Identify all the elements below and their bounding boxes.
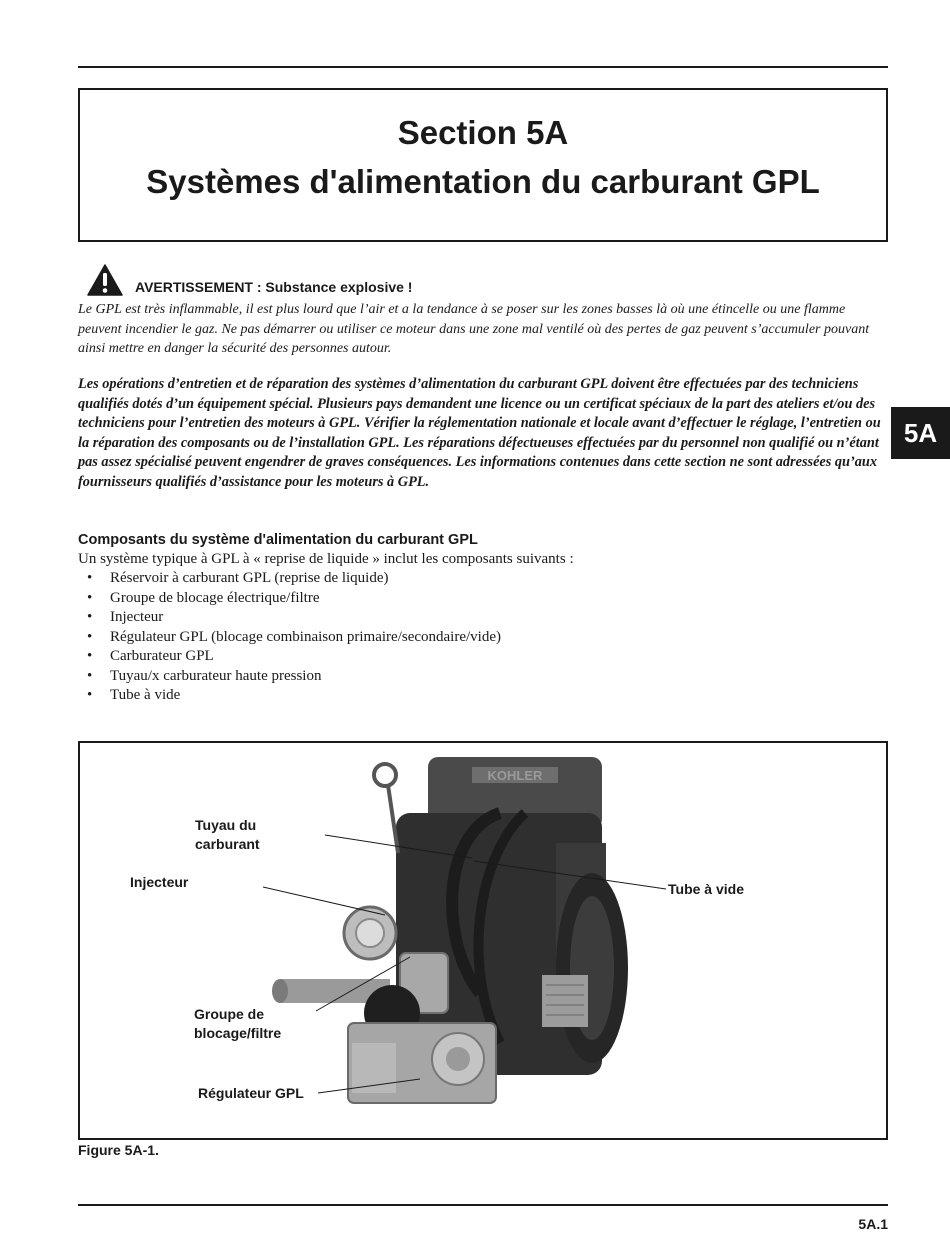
service-notice: Les opérations d’entretien et de réparation des systèmes d’alimentation du carburant GPL doivent être effectuées par des techniciens qualifiés dotés d’un équipement spécial. Plusieurs pays demandent une licence ou un certificat spéciaux de la part des ateliers et/ou des techniciens pour l’entretien des moteurs à GPL. Vérifier la réglementation nationale et locale avant d’effectuer le réglage, l’entretien ou la réparation des composants ou de l’installation GPL. Les réparations défectueuses effectuées par du personnel non qualifié ou n’étant pas assez spécialisé peuvent engendrer de graves conséquences. Les informations contenues dans cette section ne sont adressées qu’aux fournisseurs qualifiés d’assistance pour les moteurs à GPL. <box>78 376 881 490</box>
section-number: Section 5A <box>397 114 569 151</box>
engine-brand: KOHLER <box>487 768 543 783</box>
list-item: • Tube à vide <box>78 686 501 706</box>
list-item: • Carburateur GPL <box>78 647 501 667</box>
warning-text: Le GPL est très inflammable, il est plus lourd que l’air et a la tendance à se poser sur les zones basses là où une étincelle ou une flamme peuvent incendier le gaz. Ne pas démarrer ou utiliser ce moteur dans une zone mal ventilé où des pertes de gaz peuvent s’accumuler pouvant ainsi mettre en danger la sécurité des personnes autour. <box>78 302 870 356</box>
figure-box <box>78 741 888 1140</box>
bottom-rule <box>78 1204 888 1206</box>
top-rule <box>78 66 888 68</box>
title-box <box>78 88 888 242</box>
list-item: • Tuyau/x carburateur haute pression <box>78 667 501 687</box>
section-tab: 5A <box>891 407 950 459</box>
section-title: Systèmes d'alimentation du carburant GPL <box>146 163 820 200</box>
components-list <box>78 569 501 706</box>
list-item: • Régulateur GPL (blocage combinaison primaire/secondaire/vide) <box>78 628 501 648</box>
list-item: • Injecteur <box>78 608 501 628</box>
label-fuel-hose: Tuyau du carburant <box>195 817 260 852</box>
label-injector: Injecteur <box>130 874 189 890</box>
warning-triangle-icon <box>87 264 123 296</box>
components-intro: Un système typique à GPL à « reprise de liquide » inclut les composants suivants : <box>78 551 574 567</box>
leader-injector <box>263 887 385 915</box>
list-item: • Groupe de blocage électrique/filtre <box>78 589 501 609</box>
engine-illustration <box>80 743 886 1138</box>
components-heading: Composants du système d'alimentation du carburant GPL <box>78 532 478 548</box>
label-regulator: Régulateur GPL <box>198 1085 304 1101</box>
page-number: 5A.1 <box>858 1216 888 1232</box>
figure-caption: Figure 5A-1. <box>78 1142 159 1158</box>
label-vacuum-tube: Tube à vide <box>668 881 744 897</box>
list-item: • Réservoir à carburant GPL (reprise de liquide) <box>78 569 501 589</box>
label-lockoff-filter: Groupe de blocage/filtre <box>194 1006 282 1041</box>
warning-title: AVERTISSEMENT : Substance explosive ! <box>135 279 413 295</box>
